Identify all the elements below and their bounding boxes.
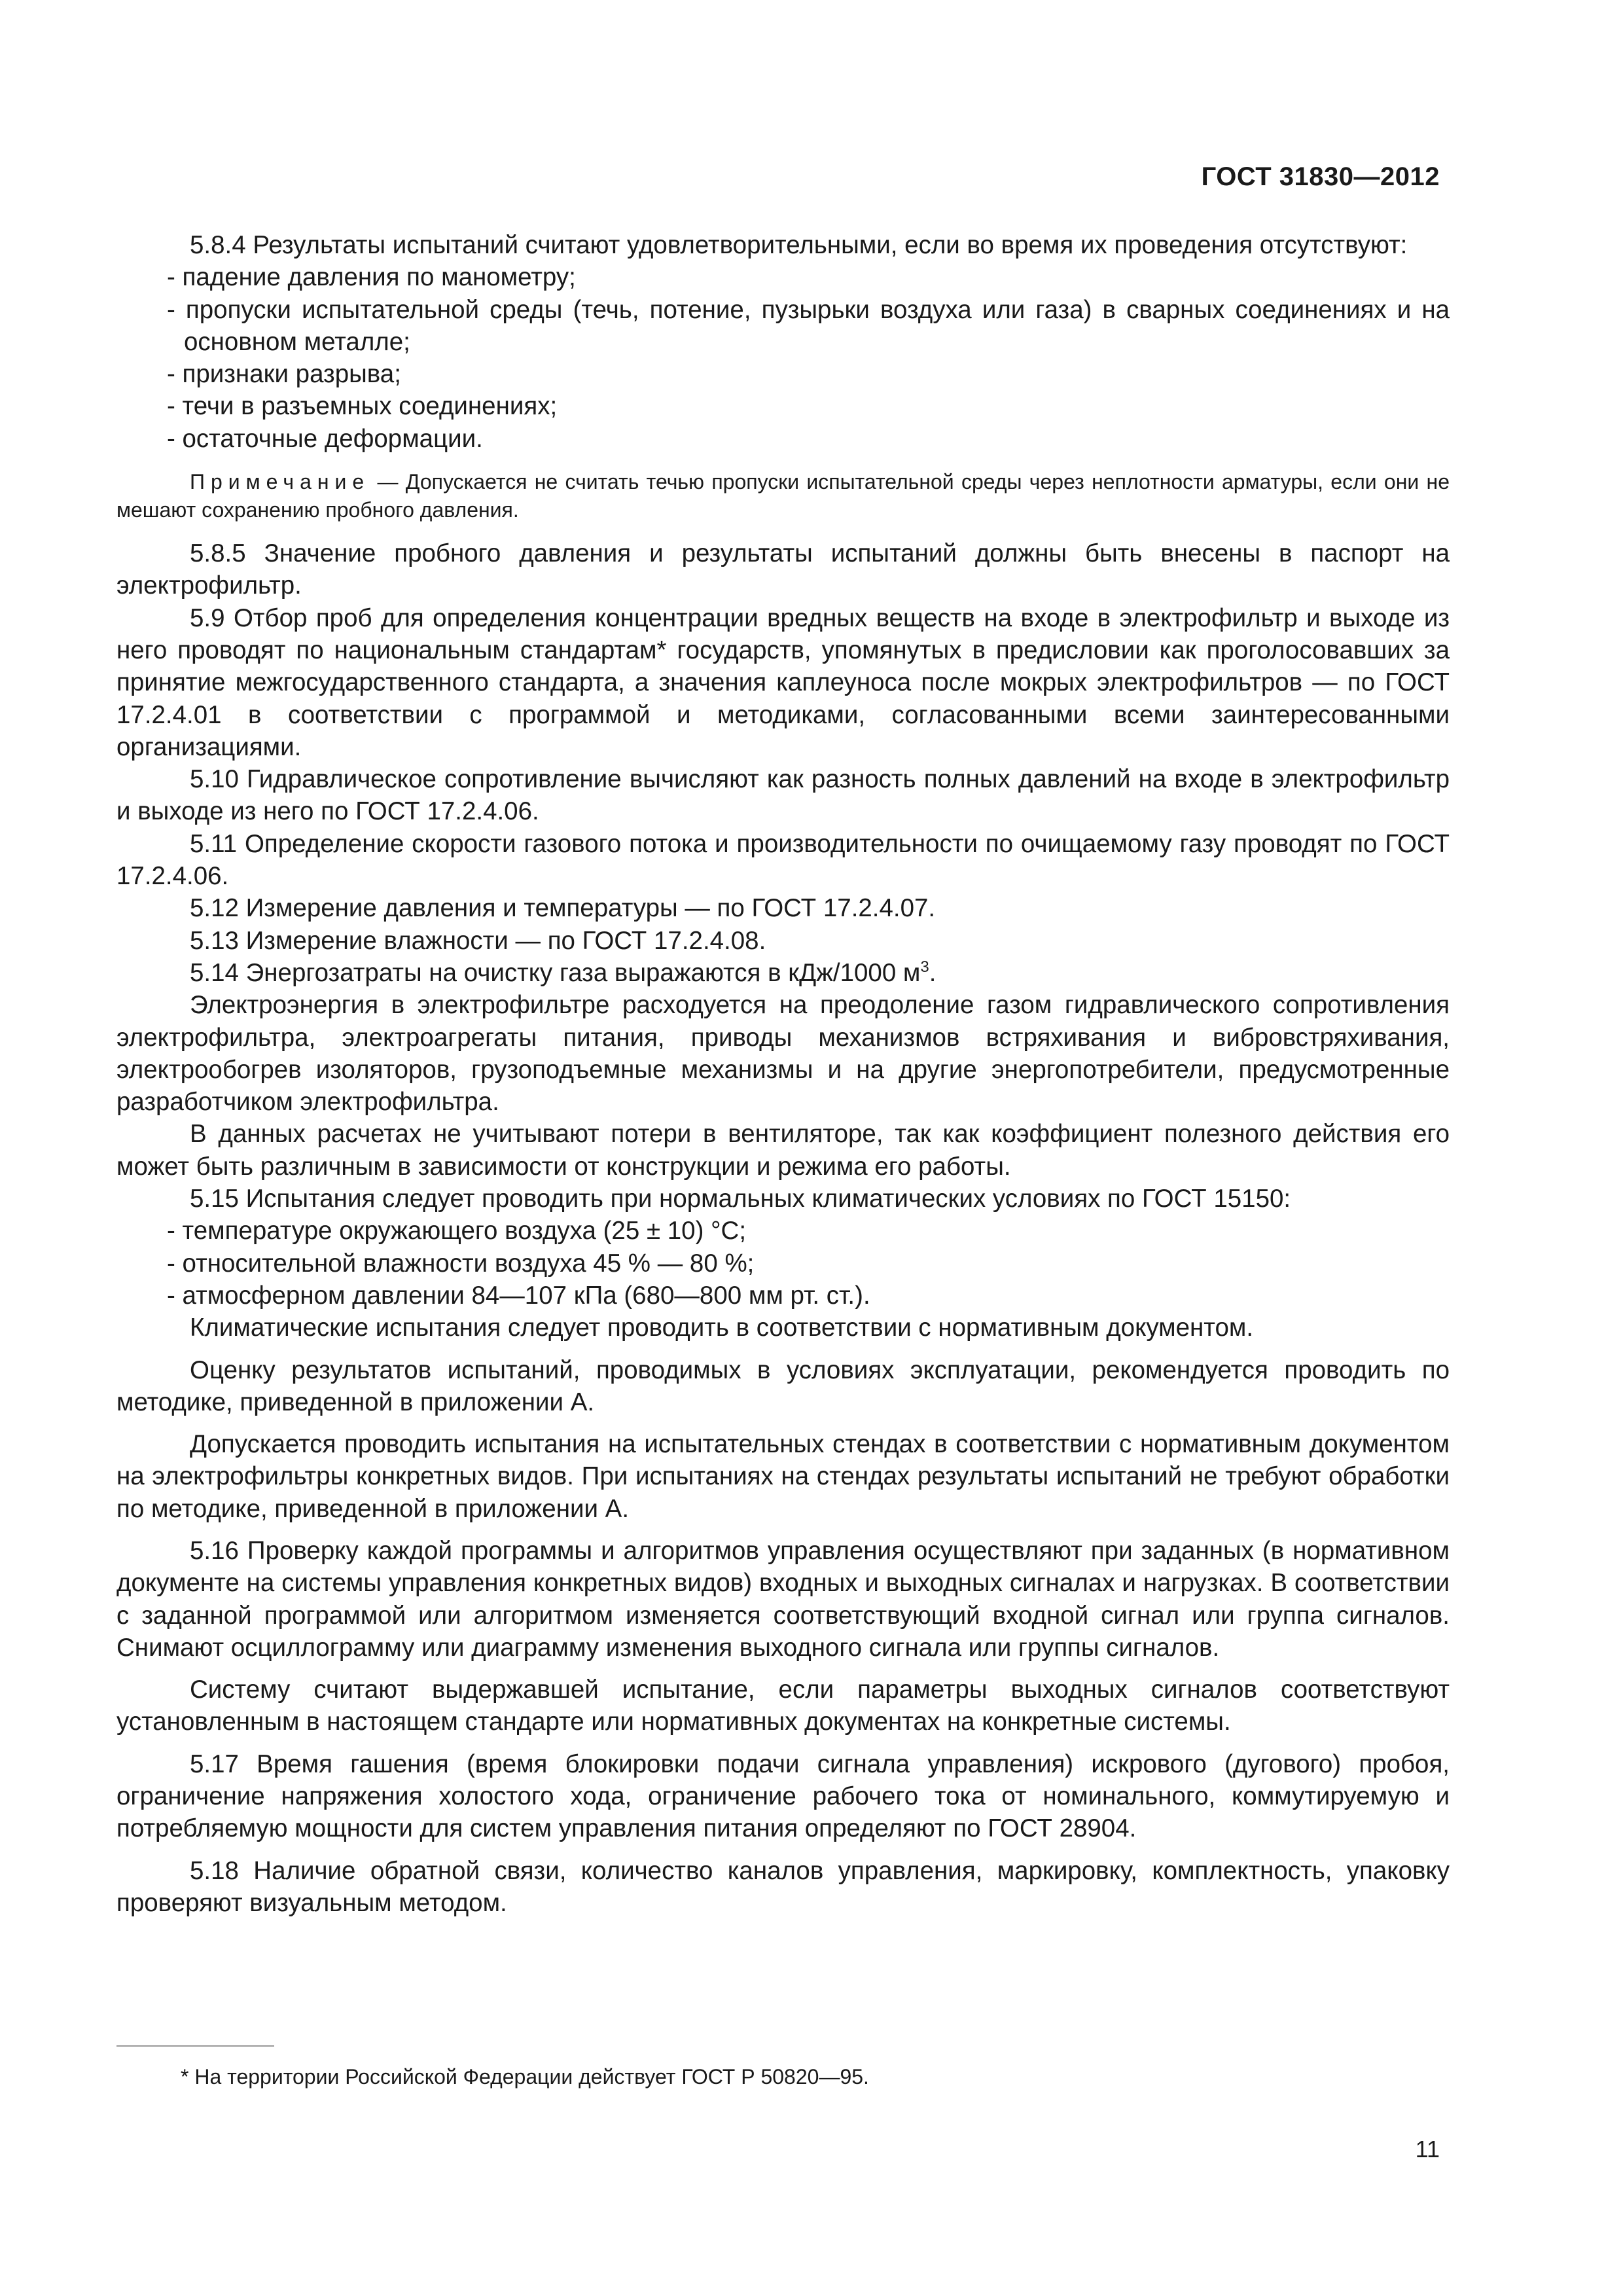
main-text <box>116 229 1450 1919</box>
paragraph-energy: Электроэнергия в электрофильтре расходуется на преодоление газом гидравлического сопротивления электрофильтра, электроагрегаты питания, приводы механизмов встряхивания и вибровстряхивания, электрообогрев изоляторов, грузоподъемные механизмы и на другие энергопотребители, предусмотренные разработчиком электрофильтра. <box>116 991 1450 1117</box>
note <box>116 468 1450 524</box>
clause-5-13: 5.13 Измерение влажности — по ГОСТ 17.2.4.08. <box>190 926 766 955</box>
footnote: * На территории Российской Федерации действует ГОСТ Р 50820—95. <box>181 2065 869 2089</box>
clause-5-18: 5.18 Наличие обратной связи, количество каналов управления, маркировку, комплектность, упаковку проверяют визуальным методом. <box>116 1856 1450 1917</box>
clause-5-8-5: 5.8.5 Значение пробного давления и результаты испытаний должны быть внесены в паспорт на электрофильтр. <box>116 539 1450 600</box>
clause-5-14 <box>116 957 1450 989</box>
list-item: - относительной влажности воздуха 45 % — 80 %; <box>167 1249 755 1278</box>
clause-5-17: 5.17 Время гашения (время блокировки подачи сигнала управления) искрового (дугового) пробоя, ограничение напряжения холостого хода, ограничение рабочего тока от номинального, коммутируемую и потребляемую мощности для систем управления питания определяют по ГОСТ 28904. <box>116 1749 1450 1843</box>
paragraph-climatic: Климатические испытания следует проводить в соответствии с нормативным документом. <box>190 1314 1254 1342</box>
clause-5-14-text: 5.14 Энергозатраты на очистку газа выражаются в кДж/1000 м <box>190 958 921 987</box>
list-item: - пропуски испытательной среды (течь, потение, пузырьки воздуха или газа) в сварных соединениях и на основном металле; <box>167 295 1450 356</box>
list-item: - падение давления по манометру; <box>167 263 576 292</box>
clause-5-11: 5.11 Определение скорости газового потока и производительности по очищаемому газу проводят по ГОСТ 17.2.4.06. <box>116 829 1450 891</box>
clause-5-10: 5.10 Гидравлическое сопротивление вычисляют как разность полных давлений на входе в электрофильтр и выходе из него по ГОСТ 17.2.4.06. <box>116 765 1450 826</box>
list-item: - признаки разрыва; <box>167 360 401 389</box>
clause-5-16: 5.16 Проверку каждой программы и алгоритмов управления осуществляют при заданных (в нормативном документе на системы управления конкретных видов) входных и выходных сигналах и нагрузках. В соответствии с заданной программой или алгоритмом изменяется соответствующий входной сигнал или группа сигналов. Снимают осциллограмму или диаграмму изменения выходного сигнала или группы сигналов. <box>116 1536 1450 1662</box>
clause-5-15: 5.15 Испытания следует проводить при нормальных климатических условиях по ГОСТ 15150: <box>190 1185 1291 1213</box>
list-item: - течи в разъемных соединениях; <box>167 392 558 421</box>
footnote-separator <box>116 2045 274 2047</box>
clause-5-12: 5.12 Измерение давления и температуры — по ГОСТ 17.2.4.07. <box>190 894 936 923</box>
clause-5-14-end: . <box>929 958 936 987</box>
paragraph-system: Систему считают выдержавшей испытание, если параметры выходных сигналов соответствуют установленным в настоящем стандарте или нормативных документах на конкретные системы. <box>116 1676 1450 1736</box>
note-text: — Допускается не считать течью пропуски испытательной среды через неплотности арматуры, если они не мешают сохранению пробного давления. <box>116 470 1450 522</box>
page-number: 11 <box>1415 2136 1440 2162</box>
document-code: ГОСТ 31830—2012 <box>1201 162 1440 191</box>
clause-5-8-4: 5.8.4 Результаты испытаний считают удовлетворительными, если во время их проведения отсутствуют: <box>190 231 1408 259</box>
clause-5-9: 5.9 Отбор проб для определения концентрации вредных веществ на входе в электрофильтр и выходе из него проводят по национальным стандартам* государств, упомянутых в предисловии как проголосовавших за принятие межгосударственного стандарта, а значения каплеуноса после мокрых электрофильтров — по ГОСТ 17.2.4.01 в соответствии с программой и методиками, согласованными всеми заинтересованными организациями. <box>116 603 1450 761</box>
superscript: 3 <box>920 958 929 977</box>
paragraph-stands: Допускается проводить испытания на испытательных стендах в соответствии с нормативным документом на электрофильтры конкретных видов. При испытаниях на стендах результаты испытаний не требуют обработки по методике, приведенной в приложении А. <box>116 1430 1450 1523</box>
list-item: - температуре окружающего воздуха (25 ± 10) °С; <box>167 1217 747 1246</box>
note-label: Примечание <box>190 470 370 494</box>
list-item: - остаточные деформации. <box>167 424 483 453</box>
paragraph-fan: В данных расчетах не учитывают потери в вентиляторе, так как коэффициент полезного действия его может быть различным в зависимости от конструкции и режима его работы. <box>116 1120 1450 1181</box>
paragraph-assessment: Оценку результатов испытаний, проводимых в условиях эксплуатации, рекомендуется проводить по методике, приведенной в приложении А. <box>116 1355 1450 1416</box>
list-item: - атмосферном давлении 84—107 кПа (680—800 мм рт. ст.). <box>167 1281 870 1310</box>
